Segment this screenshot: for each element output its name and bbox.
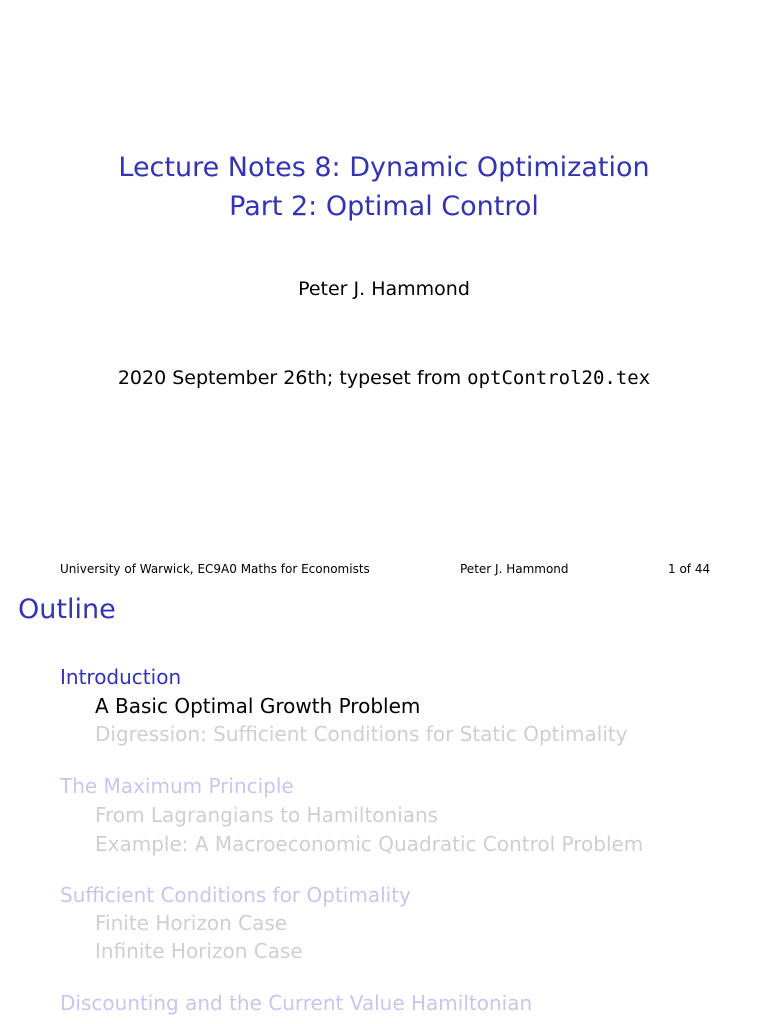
outline-subsection-digression[interactable]: Digression: Sufficient Conditions for Static Optimality xyxy=(95,722,628,746)
outline-subsection-lagrangians[interactable]: From Lagrangians to Hamiltonians xyxy=(95,803,439,827)
outline-subsection-finite-horizon[interactable]: Finite Horizon Case xyxy=(95,911,288,935)
outline-subsection-basic-growth[interactable]: A Basic Optimal Growth Problem xyxy=(95,694,421,718)
outline-section-introduction[interactable]: Introduction xyxy=(60,665,182,689)
outline-slide xyxy=(0,590,768,1024)
footer-author: Peter J. Hammond xyxy=(460,562,569,576)
title-line-2: Part 2: Optimal Control xyxy=(229,191,539,222)
outline-subsection-quadratic-example[interactable]: Example: A Macroeconomic Quadratic Control Problem xyxy=(95,832,644,856)
footer-page-number: 1 of 44 xyxy=(668,562,711,576)
outline-section-discounting[interactable]: Discounting and the Current Value Hamiltonian xyxy=(60,991,533,1015)
date-line xyxy=(0,365,768,391)
outline-subsection-infinite-horizon[interactable]: Infinite Horizon Case xyxy=(95,939,303,963)
outline-section-maximum-principle[interactable]: The Maximum Principle xyxy=(60,774,294,798)
footer-institution: University of Warwick, EC9A0 Maths for Economists xyxy=(60,562,370,576)
outline-title: Outline xyxy=(18,594,116,625)
outline-section-sufficient-conditions[interactable]: Sufficient Conditions for Optimality xyxy=(60,883,411,907)
source-filename: optControl20.tex xyxy=(467,367,651,389)
author-name: Peter J. Hammond xyxy=(298,278,470,300)
title-line-1: Lecture Notes 8: Dynamic Optimization xyxy=(118,152,650,183)
date-text: 2020 September 26th; typeset from xyxy=(117,367,468,389)
